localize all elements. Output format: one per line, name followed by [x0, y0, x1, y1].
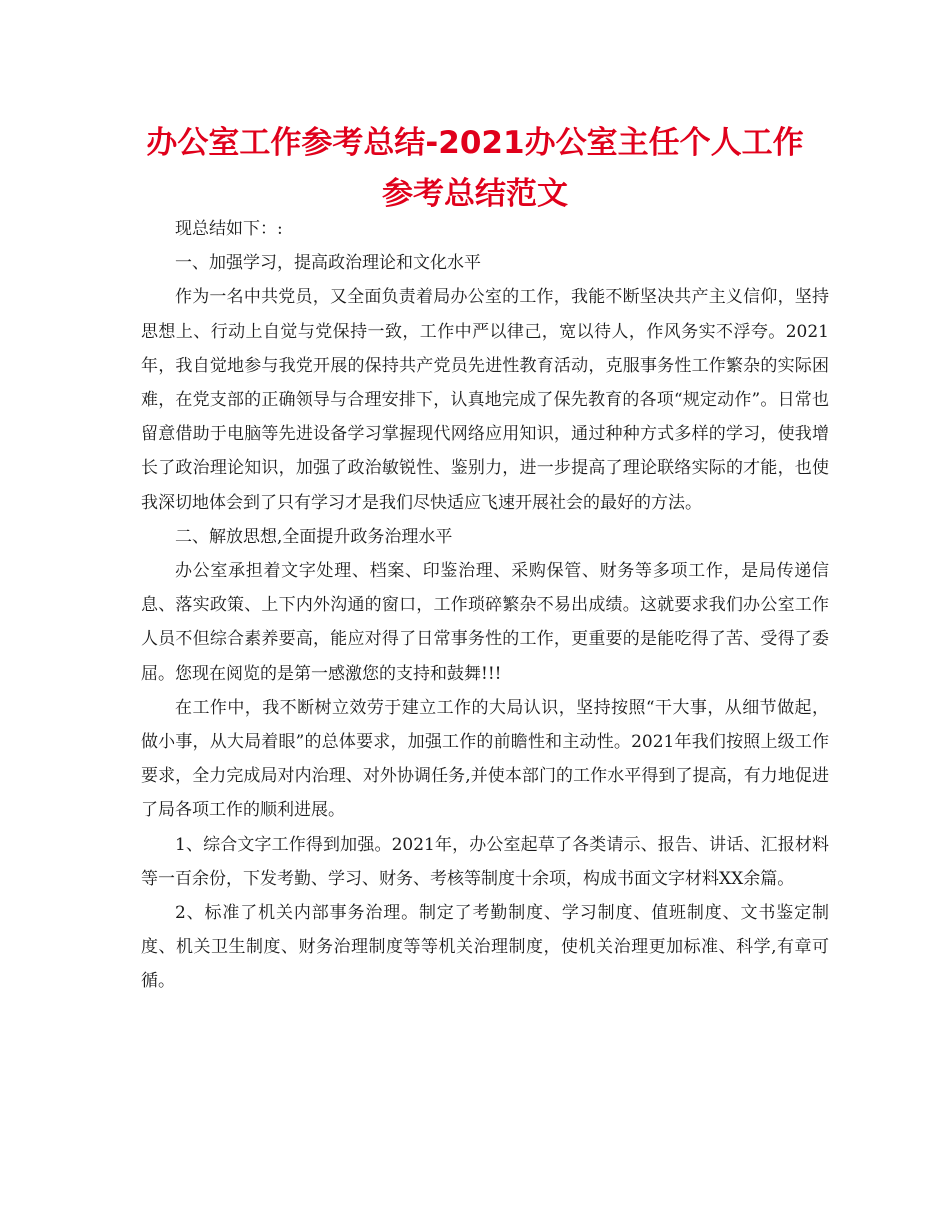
document-body: [141, 212, 829, 999]
paragraph: 办公室承担着文字处理、档案、印鉴治理、采购保管、财务等多项工作，是局传递信息、落实政策、上下内外沟通的窗口，工作琐碎繁杂不易出成绩。这就要求我们办公室工作人员不但综合素养要高，能应对得了日常事务性的工作，更重要的是能吃得了苦、受得了委屈。您现在阅览的是第一感激您的支持和鼓舞!!!: [141, 561, 829, 684]
paragraph: 2、标准了机关内部事务治理。制定了考勤制度、学习制度、值班制度、文书鉴定制度、机关卫生制度、财务治理制度等等机关治理制度，使机关治理更加标准、科学,有章可循。: [141, 903, 829, 992]
section-heading-2: 二、解放思想,全面提升政务治理水平: [175, 526, 453, 547]
document-title: [120, 118, 830, 220]
paragraph-intro: 现总结如下：:: [175, 219, 283, 239]
title-line-2: 参考总结范文: [382, 176, 568, 212]
paragraph: 在工作中，我不断树立效劳于建立工作的大局认识，坚持按照“干大事，从细节做起，做小事，从大局着眼”的总体要求，加强工作的前瞻性和主动性。2021年我们按照上级工作要求，全力完成局对内治理、对外协调任务,并使本部门的工作水平得到了提高，有力地促进了局各项工作的顺利进展。: [141, 697, 829, 821]
paragraph: 1、综合文字工作得到加强。2021年，办公室起草了各类请示、报告、讲话、汇报材料等一百余份，下发考勤、学习、财务、考核等制度十余项，构成书面文字材料XX余篇。: [141, 834, 829, 889]
title-line-1: 办公室工作参考总结-2021办公室主任个人工作: [146, 125, 804, 161]
section-heading-1: 一、加强学习，提高政治理论和文化水平: [175, 253, 481, 274]
paragraph: 作为一名中共党员，又全面负责着局办公室的工作，我能不断坚决共产主义信仰，坚持思想上、行动上自觉与党保持一致，工作中严以律己，宽以待人，作风务实不浮夸。2021年，我自觉地参与我党开展的保持共产党员先进性教育活动，克服事务性工作繁杂的实际困难，在党支部的正确领导与合理安排下，认真地完成了保先教育的各项“规定动作”。日常也留意借助于电脑等先进设备学习掌握现代网络应用知识，通过种种方式多样的学习，使我增长了政治理论知识，加强了政治敏锐性、鉴别力，进一步提高了理论联络实际的才能，也使我深切地体会到了只有学习才是我们尽快适应飞速开展社会的最好的方法。: [141, 287, 829, 513]
